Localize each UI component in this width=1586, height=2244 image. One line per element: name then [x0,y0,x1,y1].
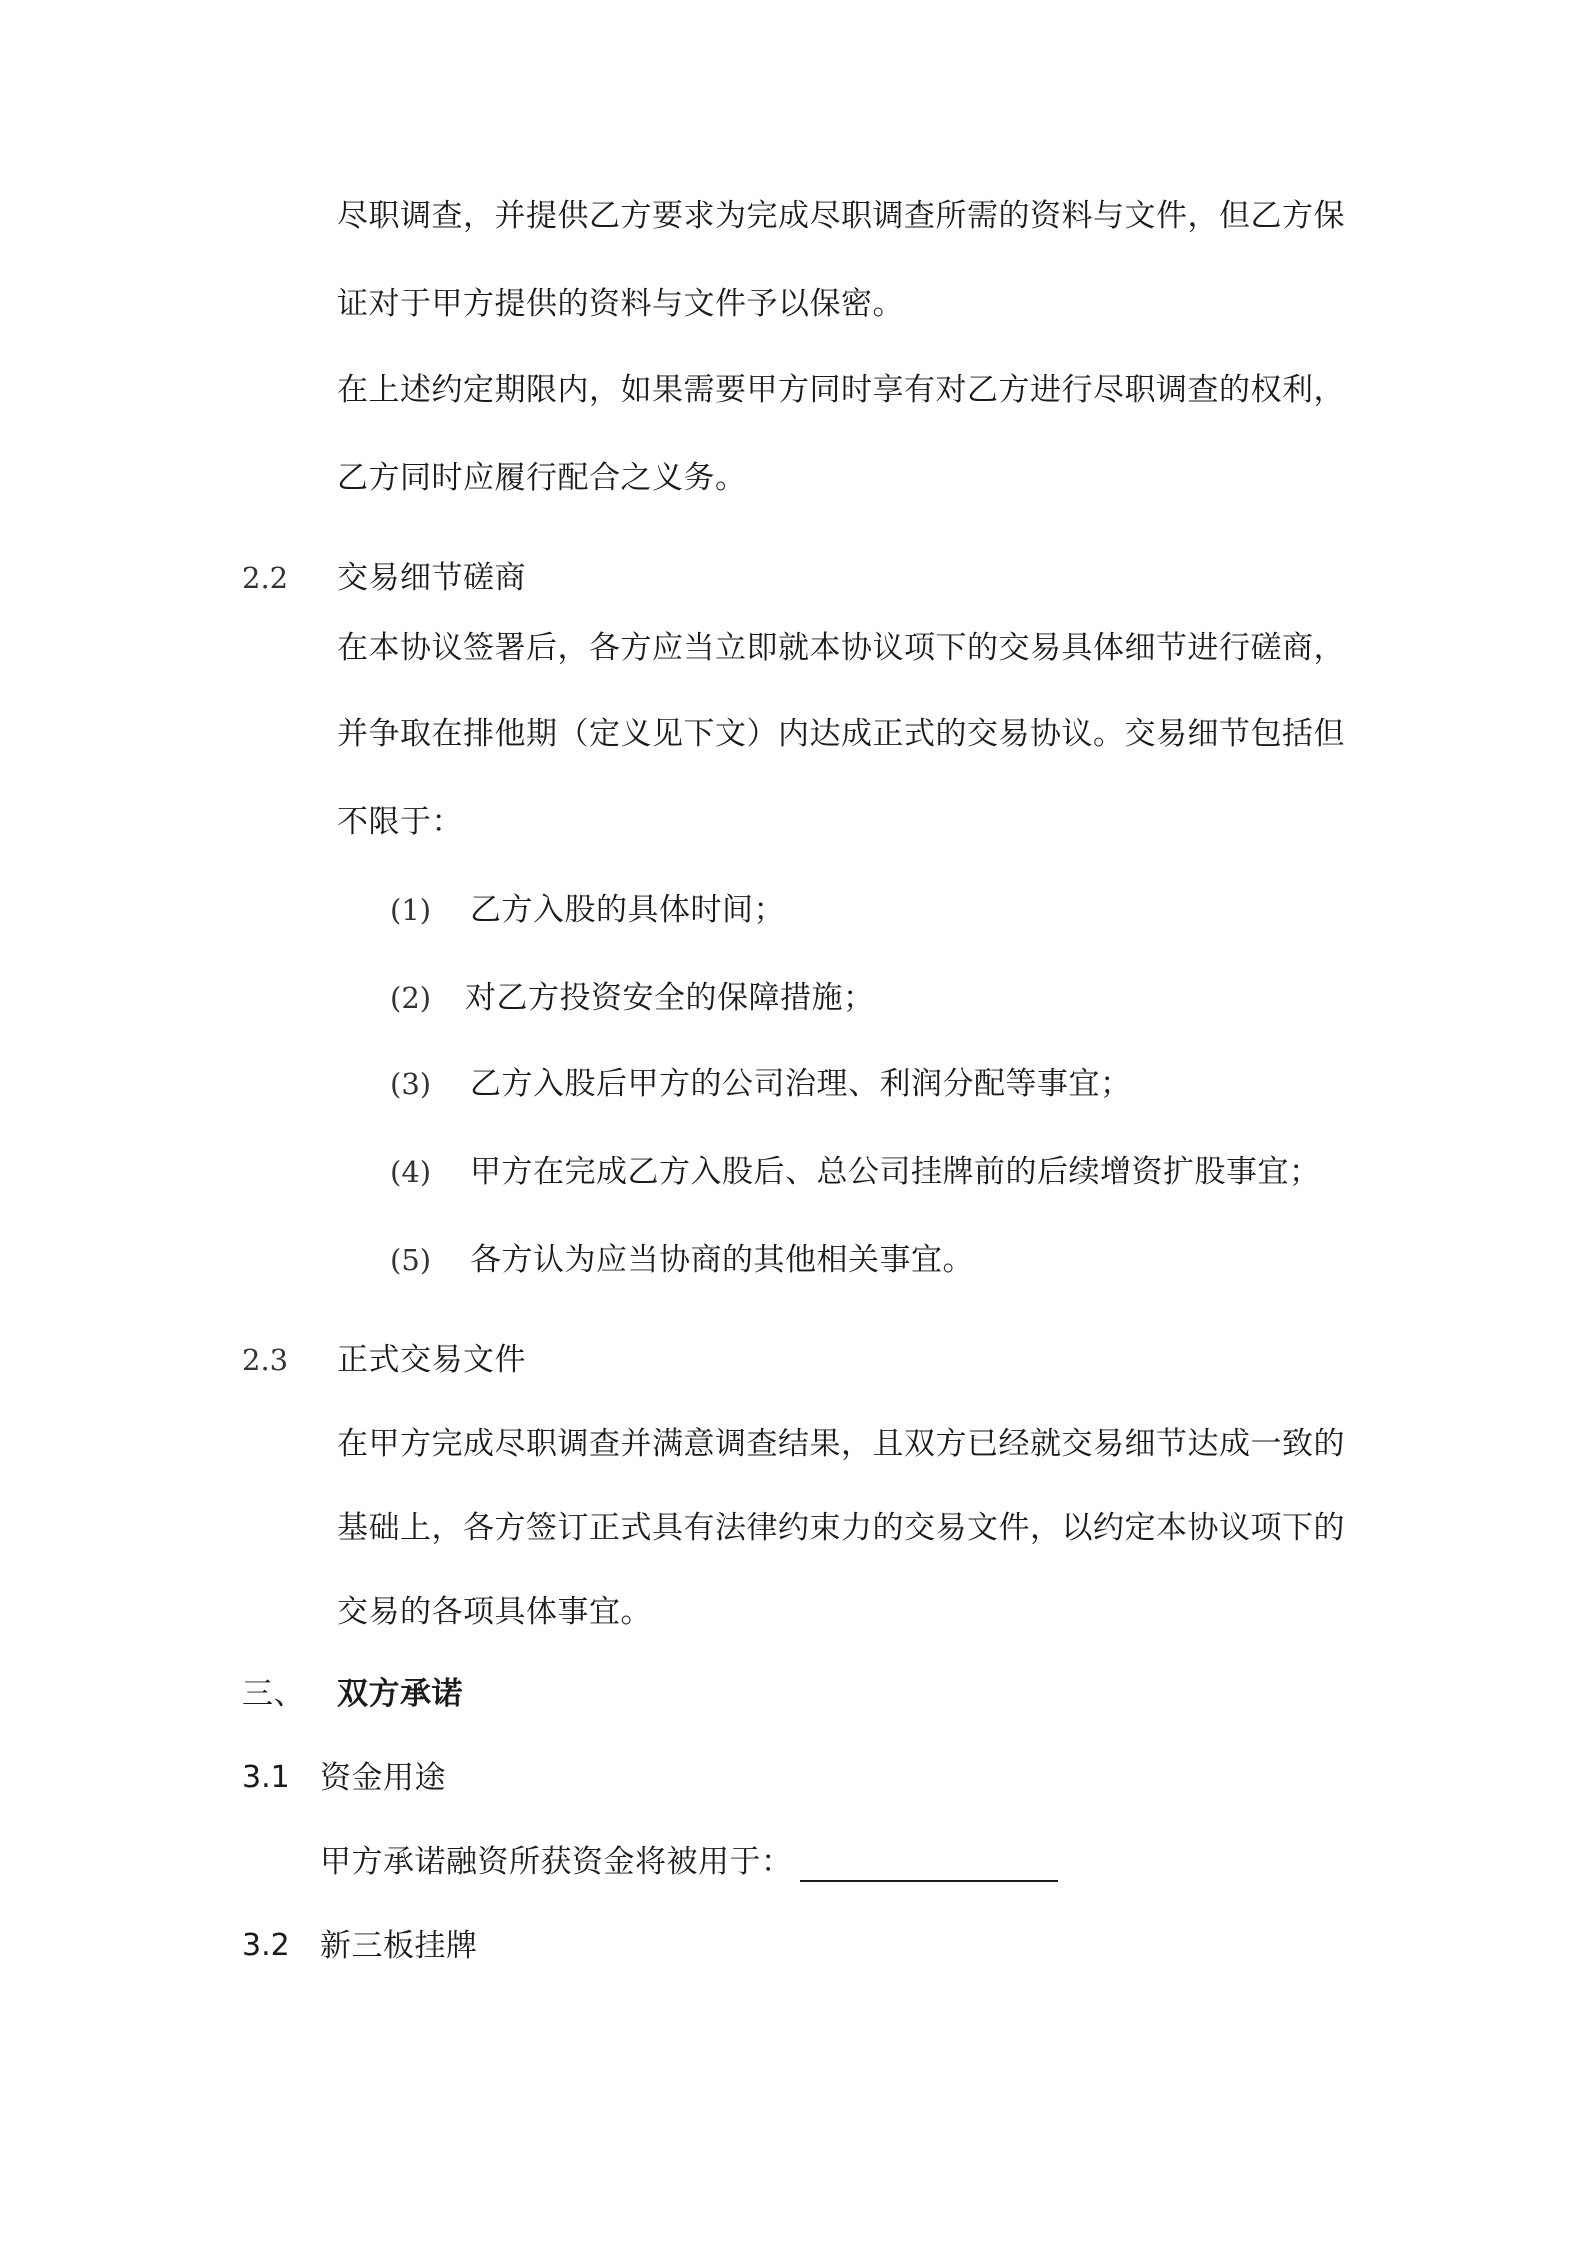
section-number: 2.3 [242,1343,289,1377]
chapter-number: 三、 [242,1676,305,1712]
section-number: 2.2 [242,561,289,595]
paragraph-line: 在本协议签署后，各方应当立即就本协议项下的交易具体细节进行磋商， [337,630,1345,666]
paragraph-line: 证对于甲方提供的资料与文件予以保密。 [337,286,904,322]
paragraph-line: 基础上，各方签订正式具有法律约束力的交易文件，以约定本协议项下的 [337,1510,1345,1546]
list-marker: (4) [390,1155,432,1189]
paragraph-line: 在上述约定期限内，如果需要甲方同时享有对乙方进行尽职调查的权利， [337,372,1345,408]
list-item: 甲方在完成乙方入股后、总公司挂牌前的后续增资扩股事宜； [470,1154,1321,1190]
paragraph-line: 不限于： [337,804,463,840]
chapter-title: 双方承诺 [337,1676,463,1712]
paragraph-line: 甲方承诺融资所获资金将被用于： [320,1844,793,1880]
list-item: 各方认为应当协商的其他相关事宜。 [470,1242,974,1278]
list-item: 对乙方投资安全的保障措施； [465,980,875,1016]
section-title: 正式交易文件 [337,1342,526,1378]
list-item: 乙方入股的具体时间； [470,892,785,928]
paragraph-line: 尽职调查，并提供乙方要求为完成尽职调查所需的资料与文件，但乙方保 [337,198,1345,234]
section-title: 交易细节磋商 [337,560,526,596]
list-item: 乙方入股后甲方的公司治理、利润分配等事宜； [470,1066,1132,1102]
list-marker: (5) [390,1243,432,1277]
section-title: 资金用途 [320,1760,446,1796]
section-title: 新三板挂牌 [320,1928,478,1964]
fill-in-blank [800,1880,1058,1882]
section-number: 3.1 [242,1760,290,1795]
section-number: 3.2 [242,1928,290,1963]
list-marker: (2) [390,981,432,1015]
paragraph-line: 交易的各项具体事宜。 [337,1594,652,1630]
paragraph-line: 在甲方完成尽职调查并满意调查结果，且双方已经就交易细节达成一致的 [337,1426,1345,1462]
list-marker: (3) [390,1067,432,1101]
paragraph-line: 并争取在排他期（定义见下文）内达成正式的交易协议。交易细节包括但 [337,716,1345,752]
paragraph-line: 乙方同时应履行配合之义务。 [337,460,747,496]
list-marker: (1) [390,893,432,927]
